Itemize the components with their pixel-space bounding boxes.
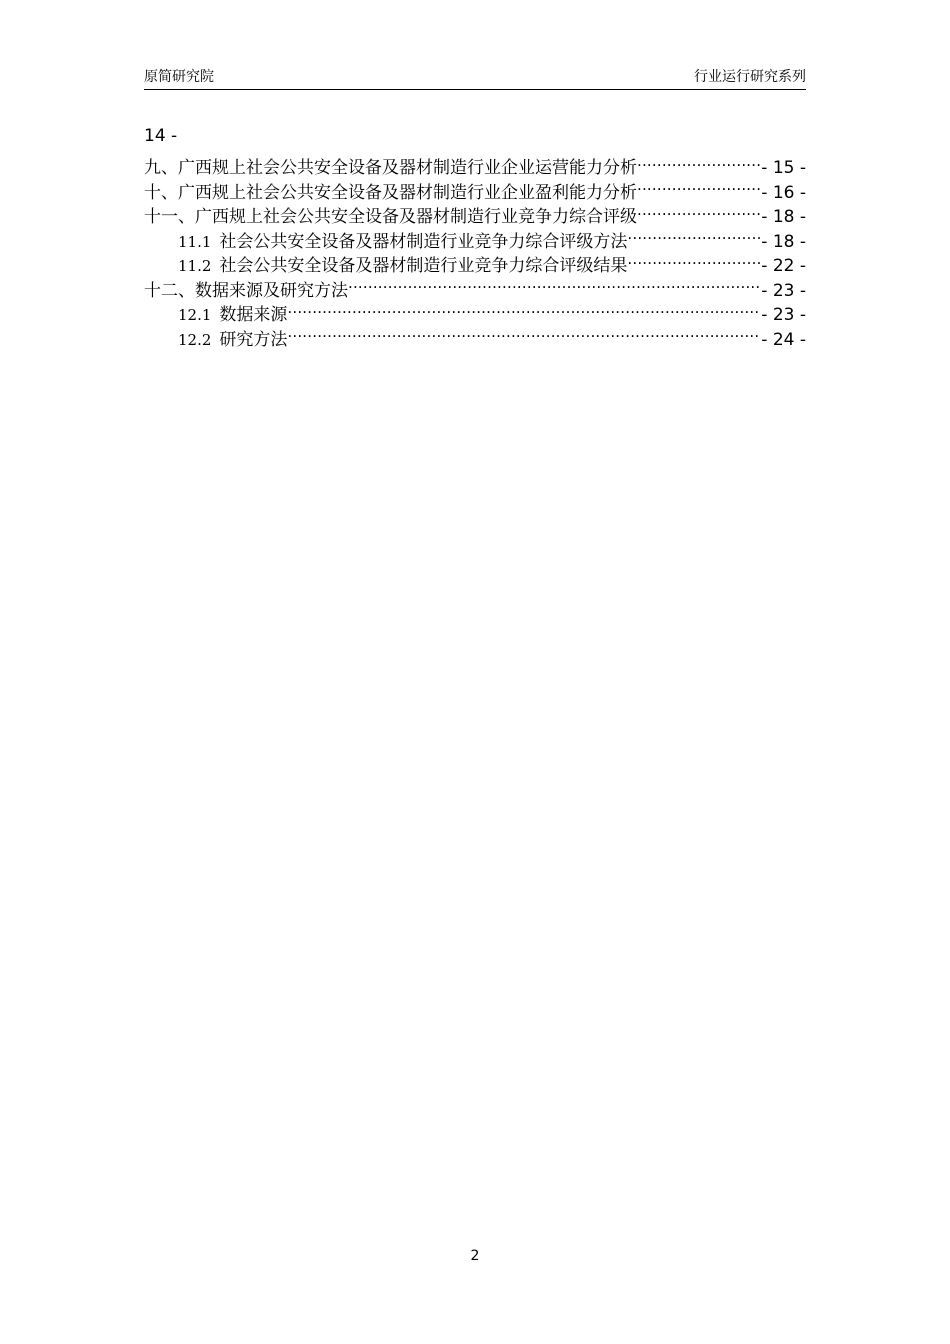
toc-dot-leader	[287, 320, 760, 345]
toc-entry-number: 11.2	[178, 257, 212, 275]
toc-entry-page: - 18 -	[761, 231, 806, 252]
toc-entry-title: 九、广西规上社会公共安全设备及器材制造行业企业运营能力分析	[144, 158, 637, 178]
toc-entry-title: 社会公共安全设备及器材制造行业竞争力综合评级方法	[219, 231, 628, 252]
toc-entry-number: 11.1	[178, 232, 212, 251]
toc-entry-number: 12.1	[178, 306, 212, 324]
header-publisher: 原简研究院	[144, 69, 214, 85]
toc-entry-page: - 15 -	[761, 158, 806, 178]
page-number: 2	[470, 1248, 480, 1264]
toc-dot-leader	[637, 198, 760, 223]
table-of-contents	[144, 124, 806, 350]
toc-entry-title: 数据来源	[219, 305, 288, 325]
toc-dot-leader	[637, 149, 760, 174]
toc-entry-title: 社会公共安全设备及器材制造行业竞争力综合评级结果	[219, 256, 628, 276]
toc-dot-leader	[348, 271, 760, 296]
toc-dot-leader	[637, 173, 760, 198]
toc-entry-page: - 16 -	[761, 182, 806, 203]
toc-entry-page: - 24 -	[761, 329, 806, 350]
toc-entry-page: - 23 -	[761, 280, 806, 301]
toc-entry-page: - 22 -	[761, 256, 806, 276]
toc-continued-page: 14 -	[144, 126, 178, 146]
toc-dot-leader	[287, 296, 760, 321]
toc-entry-title: 十、广西规上社会公共安全设备及器材制造行业企业盈利能力分析	[144, 182, 637, 203]
toc-entry-page: - 18 -	[761, 207, 806, 227]
toc-dot-leader	[627, 222, 760, 247]
toc-entry-page: - 23 -	[761, 305, 806, 325]
header-series: 行业运行研究系列	[694, 69, 806, 85]
toc-dot-leader	[627, 247, 760, 272]
toc-entry-title: 十一、广西规上社会公共安全设备及器材制造行业竞争力综合评级	[144, 207, 637, 227]
page-header	[144, 68, 806, 90]
toc-entry-title: 研究方法	[219, 329, 288, 350]
toc-entry-number: 12.2	[178, 330, 212, 349]
toc-entry-title: 十二、数据来源及研究方法	[144, 280, 348, 301]
toc-entry-9[interactable]	[144, 149, 806, 178]
